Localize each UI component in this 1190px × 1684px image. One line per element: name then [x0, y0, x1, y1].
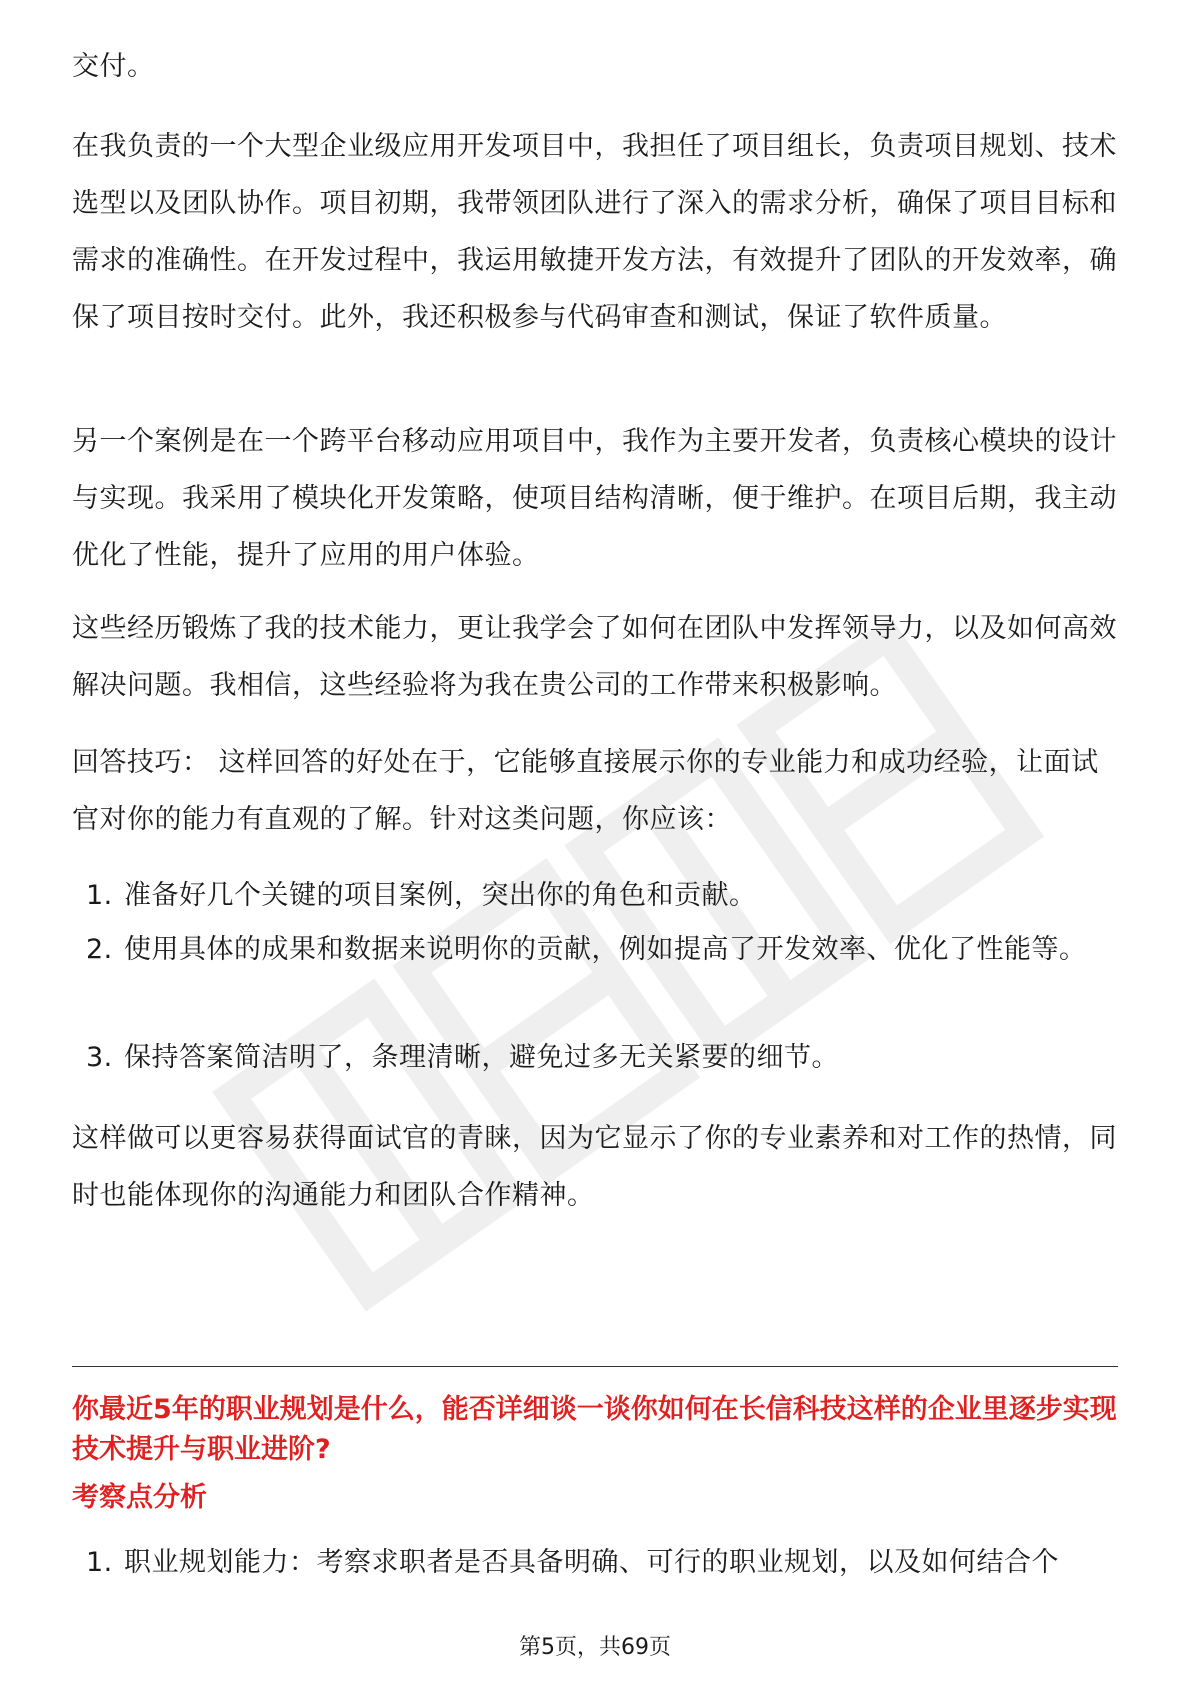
paragraph-continuation: 交付。: [72, 51, 155, 82]
list-item: 1. 职业规划能力：考察求职者是否具备明确、可行的职业规划，以及如何结合个: [86, 1547, 1059, 1578]
section-subhead: 考察点分析: [72, 1482, 207, 1513]
paragraph-conclusion: 这样做可以更容易获得面试官的青睐，因为它显示了你的专业素养和对工作的热情，同时也能体现你的沟通能力和团队合作精神。: [72, 1123, 1117, 1211]
list-item: 2. 使用具体的成果和数据来说明你的贡献，例如提高了开发效率、优化了性能等。: [86, 934, 1087, 965]
section-divider: [72, 1366, 1118, 1367]
list-item: 1. 准备好几个关键的项目案例，突出你的角色和贡献。: [86, 880, 757, 911]
paragraph-experience-summary: 这些经历锻炼了我的技术能力，更让我学会了如何在团队中发挥领导力，以及如何高效解决问题。我相信，这些经验将为我在贵公司的工作带来积极影响。: [72, 613, 1117, 701]
paragraph-project-lead: 在我负责的一个大型企业级应用开发项目中，我担任了项目组长，负责项目规划、技术选型以及团队协作。项目初期，我带领团队进行了深入的需求分析，确保了项目目标和需求的准确性。在开发过程中，我运用敏捷开发方法，有效提升了团队的开发效率，确保了项目按时交付。此外，我还积极参与代码审查和测试，保证了软件质量。: [72, 131, 1117, 333]
list-item: 3. 保持答案简洁明了，条理清晰，避免过多无关紧要的细节。: [86, 1042, 839, 1073]
paragraph-answer-tips: 回答技巧： 这样回答的好处在于，它能够直接展示你的专业能力和成功经验，让面试官对你的能力有直观的了解。针对这类问题，你应该：: [72, 747, 1099, 835]
question-title: 你最近5年的职业规划是什么，能否详细谈一谈你如何在长信科技这样的企业里逐步实现技术提升与职业进阶?: [72, 1394, 1117, 1465]
page-footer: 第5页，共69页: [519, 1635, 671, 1660]
paragraph-mobile-project: 另一个案例是在一个跨平台移动应用项目中，我作为主要开发者，负责核心模块的设计与实现。我采用了模块化开发策略，使项目结构清晰，便于维护。在项目后期，我主动优化了性能，提升了应用的用户体验。: [72, 426, 1117, 571]
document-page: [72, 0, 1118, 1684]
